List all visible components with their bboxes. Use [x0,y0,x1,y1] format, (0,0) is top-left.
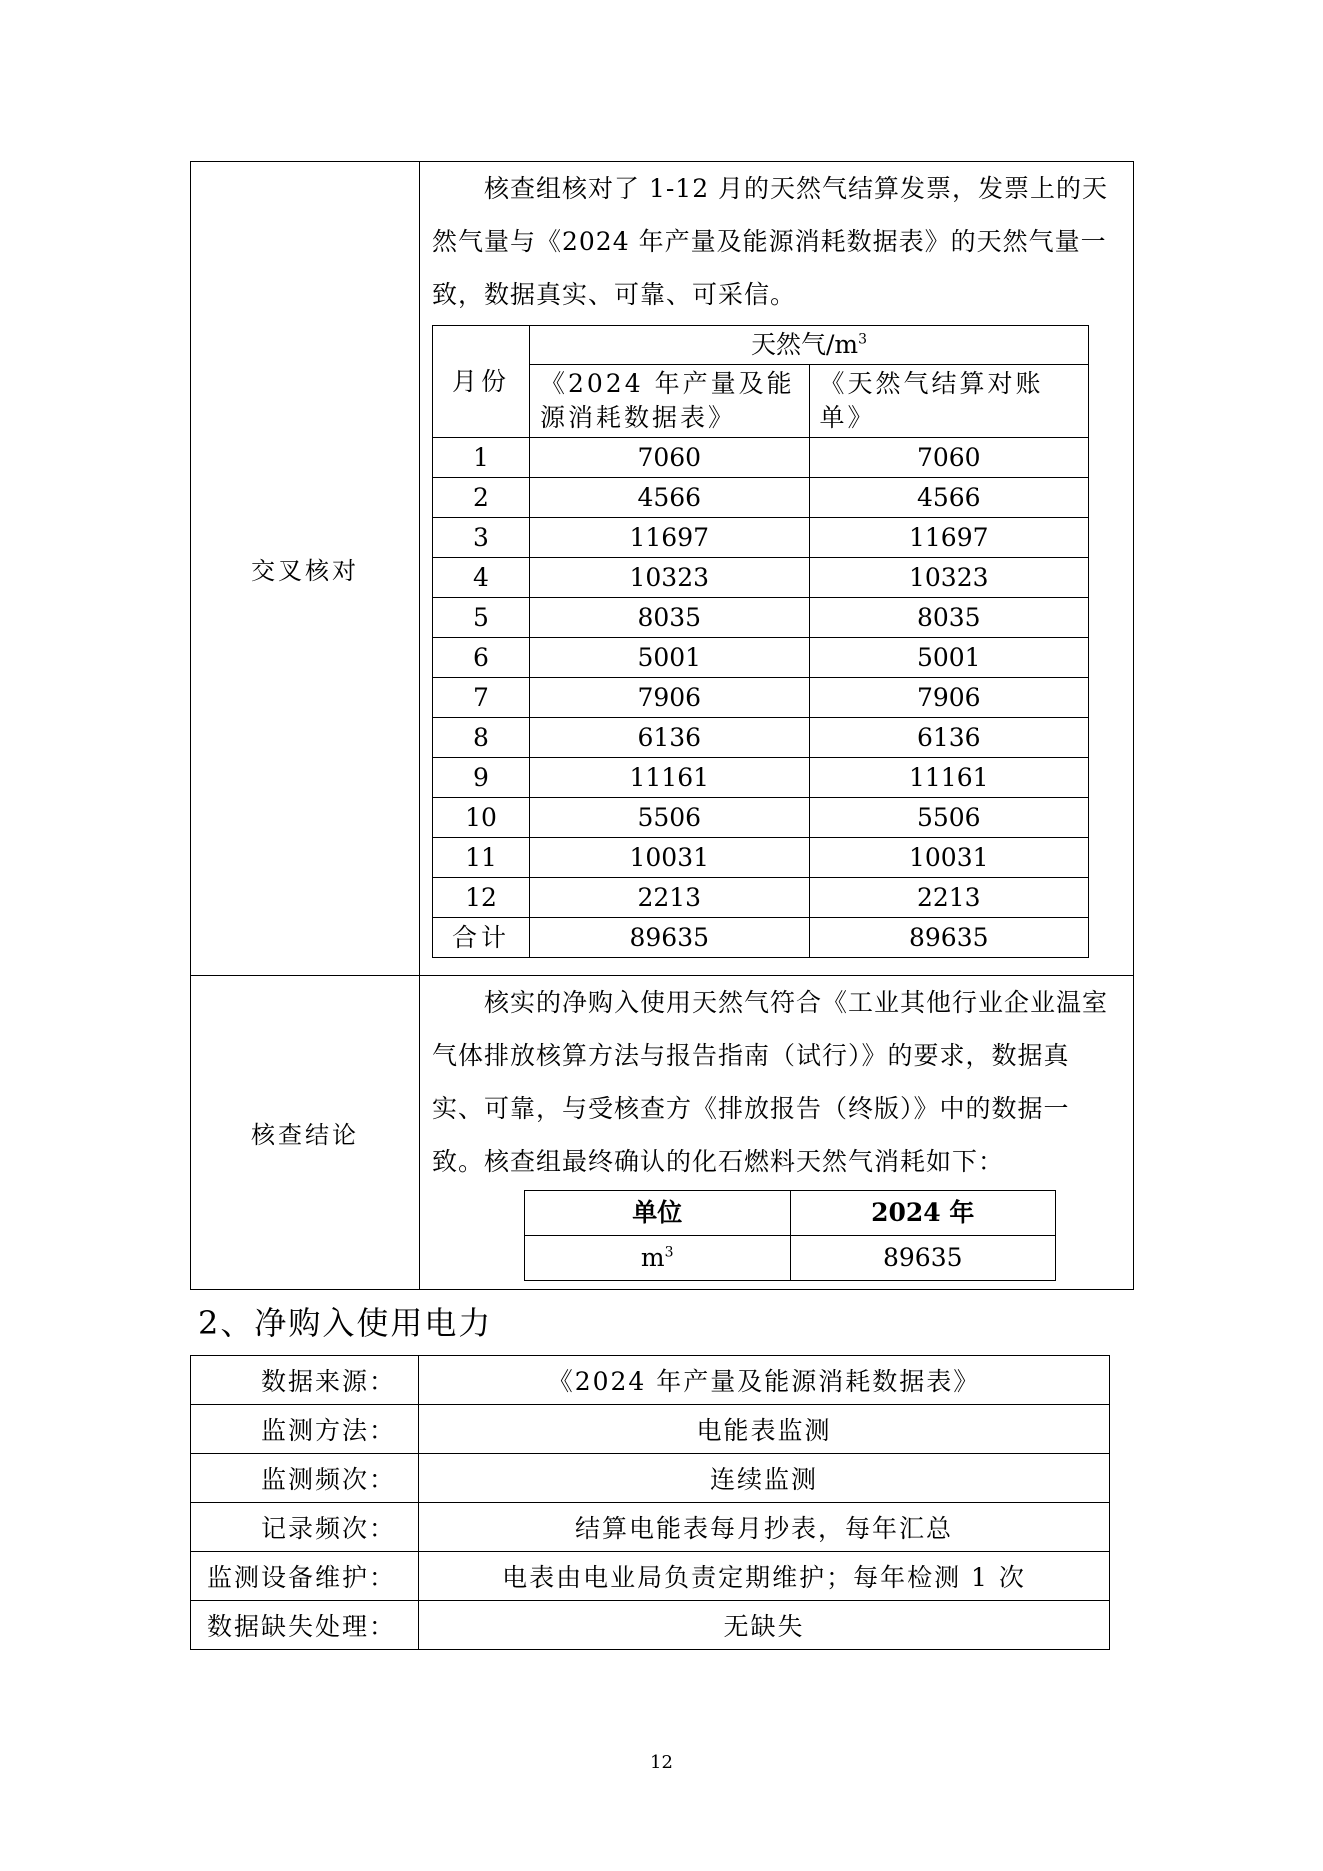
verification-table [190,161,1134,1290]
table-row [433,758,1089,798]
statement-value-cell: 10323 [809,558,1089,598]
report-value-cell: 5506 [530,798,810,838]
table-row [433,558,1089,598]
month-cell: 1 [433,438,530,478]
table-row [433,438,1089,478]
table-row [433,878,1089,918]
report-value-cell: 7060 [530,438,810,478]
unit-cell: $m^3$ [525,1236,791,1281]
report-value-cell: 10323 [530,558,810,598]
report-value-cell: 11161 [530,758,810,798]
section-heading: 2、净购入使用电力 [198,1304,493,1342]
report-value-cell: 8035 [530,598,810,638]
report-value-cell: 4566 [530,478,810,518]
field-label: 监测设备维护： [191,1552,419,1601]
table-row [433,478,1089,518]
field-label: 记录频次： [191,1503,419,1552]
total-v2: 89635 [809,918,1089,958]
statement-value-cell: 8035 [809,598,1089,638]
col1-header: 《2024 年产量及能源消耗数据表》 [530,365,810,438]
field-label: 监测方法： [191,1405,419,1454]
report-value-cell: 2213 [530,878,810,918]
electricity-table [190,1355,1110,1650]
month-cell: 4 [433,558,530,598]
field-value: 结算电能表每月抄表，每年汇总 [419,1503,1110,1552]
field-value: 连续监测 [419,1454,1110,1503]
month-cell: 11 [433,838,530,878]
table-row [191,1503,1110,1552]
conclusion-label: 核查结论 [191,976,420,1290]
statement-value-cell: 11697 [809,518,1089,558]
electricity-rows [191,1356,1110,1650]
month-header: 月份 [433,326,530,438]
table-row [433,678,1089,718]
statement-value-cell: 10031 [809,838,1089,878]
page-number: 12 [650,1752,673,1773]
month-cell: 9 [433,758,530,798]
field-value: 电能表监测 [419,1405,1110,1454]
gas-summary-table [524,1190,1056,1281]
statement-value-cell: 5001 [809,638,1089,678]
field-label: 监测频次： [191,1454,419,1503]
statement-value-cell: 7906 [809,678,1089,718]
table-row [433,798,1089,838]
report-value-cell: 10031 [530,838,810,878]
statement-value-cell: 2213 [809,878,1089,918]
table-row [433,638,1089,678]
report-value-cell: 11697 [530,518,810,558]
statement-value-cell: 4566 [809,478,1089,518]
report-value-cell: 5001 [530,638,810,678]
total-v1: 89635 [530,918,810,958]
month-cell: 6 [433,638,530,678]
statement-value-cell: 5506 [809,798,1089,838]
field-value: 无缺失 [419,1601,1110,1650]
conclusion-content [420,976,1134,1290]
table-row [433,718,1089,758]
field-value: 《2024 年产量及能源消耗数据表》 [419,1356,1110,1405]
table-row [433,598,1089,638]
gas-group-header: 天然气$/m^3$ [530,326,1089,365]
field-value: 电表由电业局负责定期维护；每年检测 1 次 [419,1552,1110,1601]
unit-header: 单位 [525,1191,791,1236]
table-row [433,838,1089,878]
table-row [191,1454,1110,1503]
table-row [191,1356,1110,1405]
report-value-cell: 7906 [530,678,810,718]
table-row [191,1601,1110,1650]
total-row [433,918,1089,958]
month-cell: 5 [433,598,530,638]
statement-value-cell: 11161 [809,758,1089,798]
statement-value-cell: 6136 [809,718,1089,758]
cross-check-content [420,162,1134,976]
cross-check-paragraph: 核查组核对了 1-12 月的天然气结算发票，发票上的天然气量与《2024 年产量及能源消耗数据表》的天然气量一致，数据真实、可靠、可采信。 [432,174,1109,309]
year-header: 2024 年 [790,1191,1056,1236]
month-cell: 12 [433,878,530,918]
month-cell: 2 [433,478,530,518]
col2-header: 《天然气结算对账单》 [809,365,1089,438]
report-value-cell: 6136 [530,718,810,758]
field-label: 数据缺失处理： [191,1601,419,1650]
table-row [433,518,1089,558]
conclusion-paragraph: 核实的净购入使用天然气符合《工业其他行业企业温室气体排放核算方法与报告指南（试行）》的要求，数据真实、可靠，与受核查方《排放报告（终版）》中的数据一致。核查组最终确认的化石燃料天然气消耗如下： [432,988,1109,1176]
field-label: 数据来源： [191,1356,419,1405]
month-cell: 3 [433,518,530,558]
monthly-gas-table [432,325,1089,958]
table-row [191,1405,1110,1454]
month-cell: 10 [433,798,530,838]
month-cell: 7 [433,678,530,718]
value-cell: 89635 [790,1236,1056,1281]
cross-check-label: 交叉核对 [191,162,420,976]
monthly-rows [433,438,1089,918]
total-label: 合计 [433,918,530,958]
month-cell: 8 [433,718,530,758]
table-row [191,1552,1110,1601]
statement-value-cell: 7060 [809,438,1089,478]
